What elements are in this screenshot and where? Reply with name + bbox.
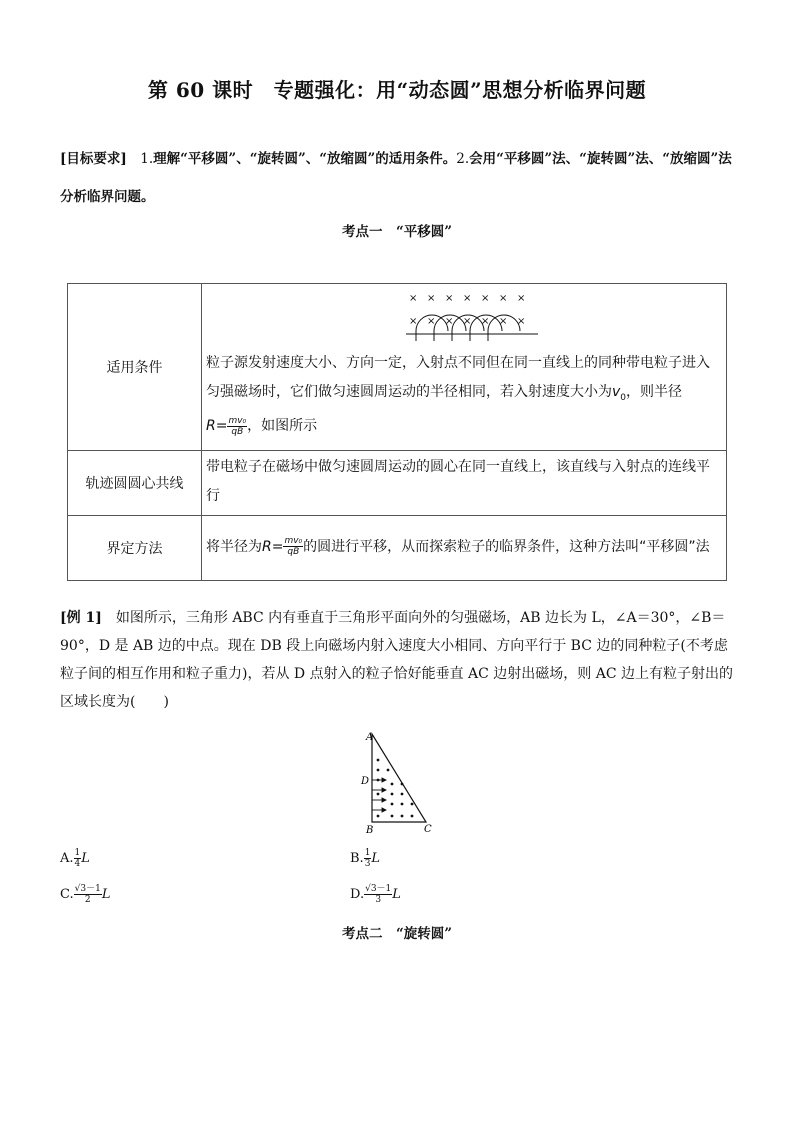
field-dot (377, 815, 380, 818)
point-label-d: D (361, 776, 370, 787)
field-x-mark: × (409, 292, 418, 304)
learning-goals (60, 140, 740, 216)
fraction-numerator: mv₀ (284, 536, 303, 546)
choice-numerator: 1 (74, 848, 81, 858)
conditions-text-b: ，则半径 (626, 383, 683, 400)
choice-numerator: √3－1 (74, 884, 101, 894)
field-x-mark: × (463, 292, 472, 304)
field-x-mark: × (499, 315, 508, 327)
fraction-denominator: qB (231, 426, 244, 437)
radius-fraction (283, 536, 303, 557)
field-x-mark: × (445, 315, 454, 327)
field-diagram (406, 291, 546, 347)
field-dot (411, 803, 414, 806)
conditions-text-c: ，如图所示 (247, 418, 318, 435)
choice-fraction (364, 884, 392, 905)
field-dot (387, 769, 390, 772)
choice-unit: L (101, 887, 111, 902)
choice-unit: L (81, 851, 90, 866)
choice-b[interactable] (350, 848, 380, 869)
choice-unit: L (371, 851, 381, 866)
goal-2-number: 2. (456, 151, 470, 167)
example-text: 如图所示，三角形 ABC 内有垂直于三角形平面向外的匀强磁场，AB 边长为 L，∠A＝30°，∠B＝90°，D 是 AB 边的中点。现在 DB 段上向磁场内射入速度大小相同、方向平行于 BC 边的同种粒子(不考虑粒子间的相互作用和粒子重力)，若从 D 点射入的粒子恰好能垂直 AC 边射出磁场，则 AC 边上有粒子射出的区域长度为( ) (60, 610, 734, 710)
radius-fraction (227, 416, 247, 437)
field-x-mark: × (409, 315, 418, 327)
radius-symbol: R (262, 538, 272, 555)
page-title: 第 60 课时 专题强化：用“动态圆”思想分析临界问题 (147, 78, 647, 102)
field-dot (401, 783, 404, 786)
example-tag: [例 1] (60, 610, 102, 626)
vertex-label-b: B (366, 825, 374, 836)
row-label-centers: 轨迹圆圆心共线 (68, 451, 202, 516)
field-dot (391, 793, 394, 796)
field-dot (377, 793, 380, 796)
table-row (68, 451, 727, 516)
row-content-centers: 带电粒子在磁场中做匀速圆周运动的圆心在同一直线上，该直线与入射点的连线平行 (202, 451, 727, 516)
field-x-mark: × (481, 292, 490, 304)
row-label-method: 界定方法 (68, 516, 202, 581)
goals-tag: [目标要求] (60, 151, 127, 167)
table-row (68, 516, 727, 581)
translation-circles-figure (206, 291, 722, 349)
v0-subscript: 0 (620, 392, 627, 403)
translation-circle-table (67, 283, 727, 581)
field-x-mark: × (517, 315, 526, 327)
field-dot (377, 759, 380, 762)
field-x-mark: × (445, 292, 454, 304)
equals-sign: = (271, 538, 284, 555)
choice-denominator: 3 (364, 859, 371, 869)
table-row (68, 284, 727, 451)
vertex-label-c: C (424, 824, 432, 835)
choice-numerator: 1 (364, 848, 371, 858)
v0-symbol: v (612, 383, 621, 400)
field-dot (401, 793, 404, 796)
method-text-a: 将半径为 (206, 538, 262, 555)
field-dot (377, 769, 380, 772)
choice-denominator: 2 (84, 895, 91, 905)
radius-symbol: R (206, 418, 216, 435)
choice-letter: C. (60, 887, 74, 902)
equals-sign: = (215, 418, 228, 435)
choice-letter: B. (350, 851, 364, 866)
choice-numerator: √3－1 (365, 884, 392, 894)
choice-letter: A. (60, 851, 74, 866)
field-x-mark: × (463, 315, 472, 327)
fraction-denominator: qB (287, 547, 300, 557)
choice-c[interactable] (60, 884, 110, 905)
conditions-text-a: 粒子源发射速度大小、方向一定，入射点不同但在同一直线上的同种带电粒子进入匀强磁场时，它们做匀速圆周运动的半径相同，若入射速度大小为 (206, 354, 710, 400)
field-x-mark: × (499, 292, 508, 304)
vertex-label-a: A (366, 732, 374, 743)
choice-fraction (74, 884, 102, 905)
row-label-conditions: 适用条件 (68, 284, 202, 451)
field-dot (391, 815, 394, 818)
choice-letter: D. (350, 887, 365, 902)
goal-1-number: 1. (140, 151, 154, 167)
choice-a[interactable] (60, 848, 90, 869)
triangle-figure (360, 728, 440, 836)
section-heading-2: 考点二 “旋转圆” (341, 926, 453, 942)
section-heading-1: 考点一 “平移圆” (341, 224, 453, 240)
row-content-method (202, 516, 727, 581)
choice-unit: L (392, 887, 401, 902)
choice-d[interactable] (350, 884, 401, 905)
method-text-b: 的圆进行平移，从而探索粒子的临界条件，这种方法叫“平移圆”法 (303, 538, 710, 555)
choice-denominator: 4 (74, 859, 81, 869)
field-x-mark: × (427, 292, 436, 304)
goal-1-text: 理解“平移圆”、“旋转圆”、“放缩圆”的适用条件。 (153, 151, 457, 167)
field-x-mark: × (517, 292, 526, 304)
field-dot (391, 803, 394, 806)
goal-2-text: 会用“平移圆”法、“旋转圆”法、“放缩圆”法分析临界问题。 (60, 151, 732, 205)
field-dot (401, 815, 404, 818)
example-1 (60, 604, 740, 716)
row-content-conditions (202, 284, 727, 451)
field-x-mark: × (427, 315, 436, 327)
field-x-mark: × (481, 315, 490, 327)
choice-denominator: 3 (375, 895, 382, 905)
field-dot (411, 815, 414, 818)
field-dot (401, 803, 404, 806)
fraction-numerator: mv₀ (228, 415, 247, 426)
field-dot (391, 783, 394, 786)
